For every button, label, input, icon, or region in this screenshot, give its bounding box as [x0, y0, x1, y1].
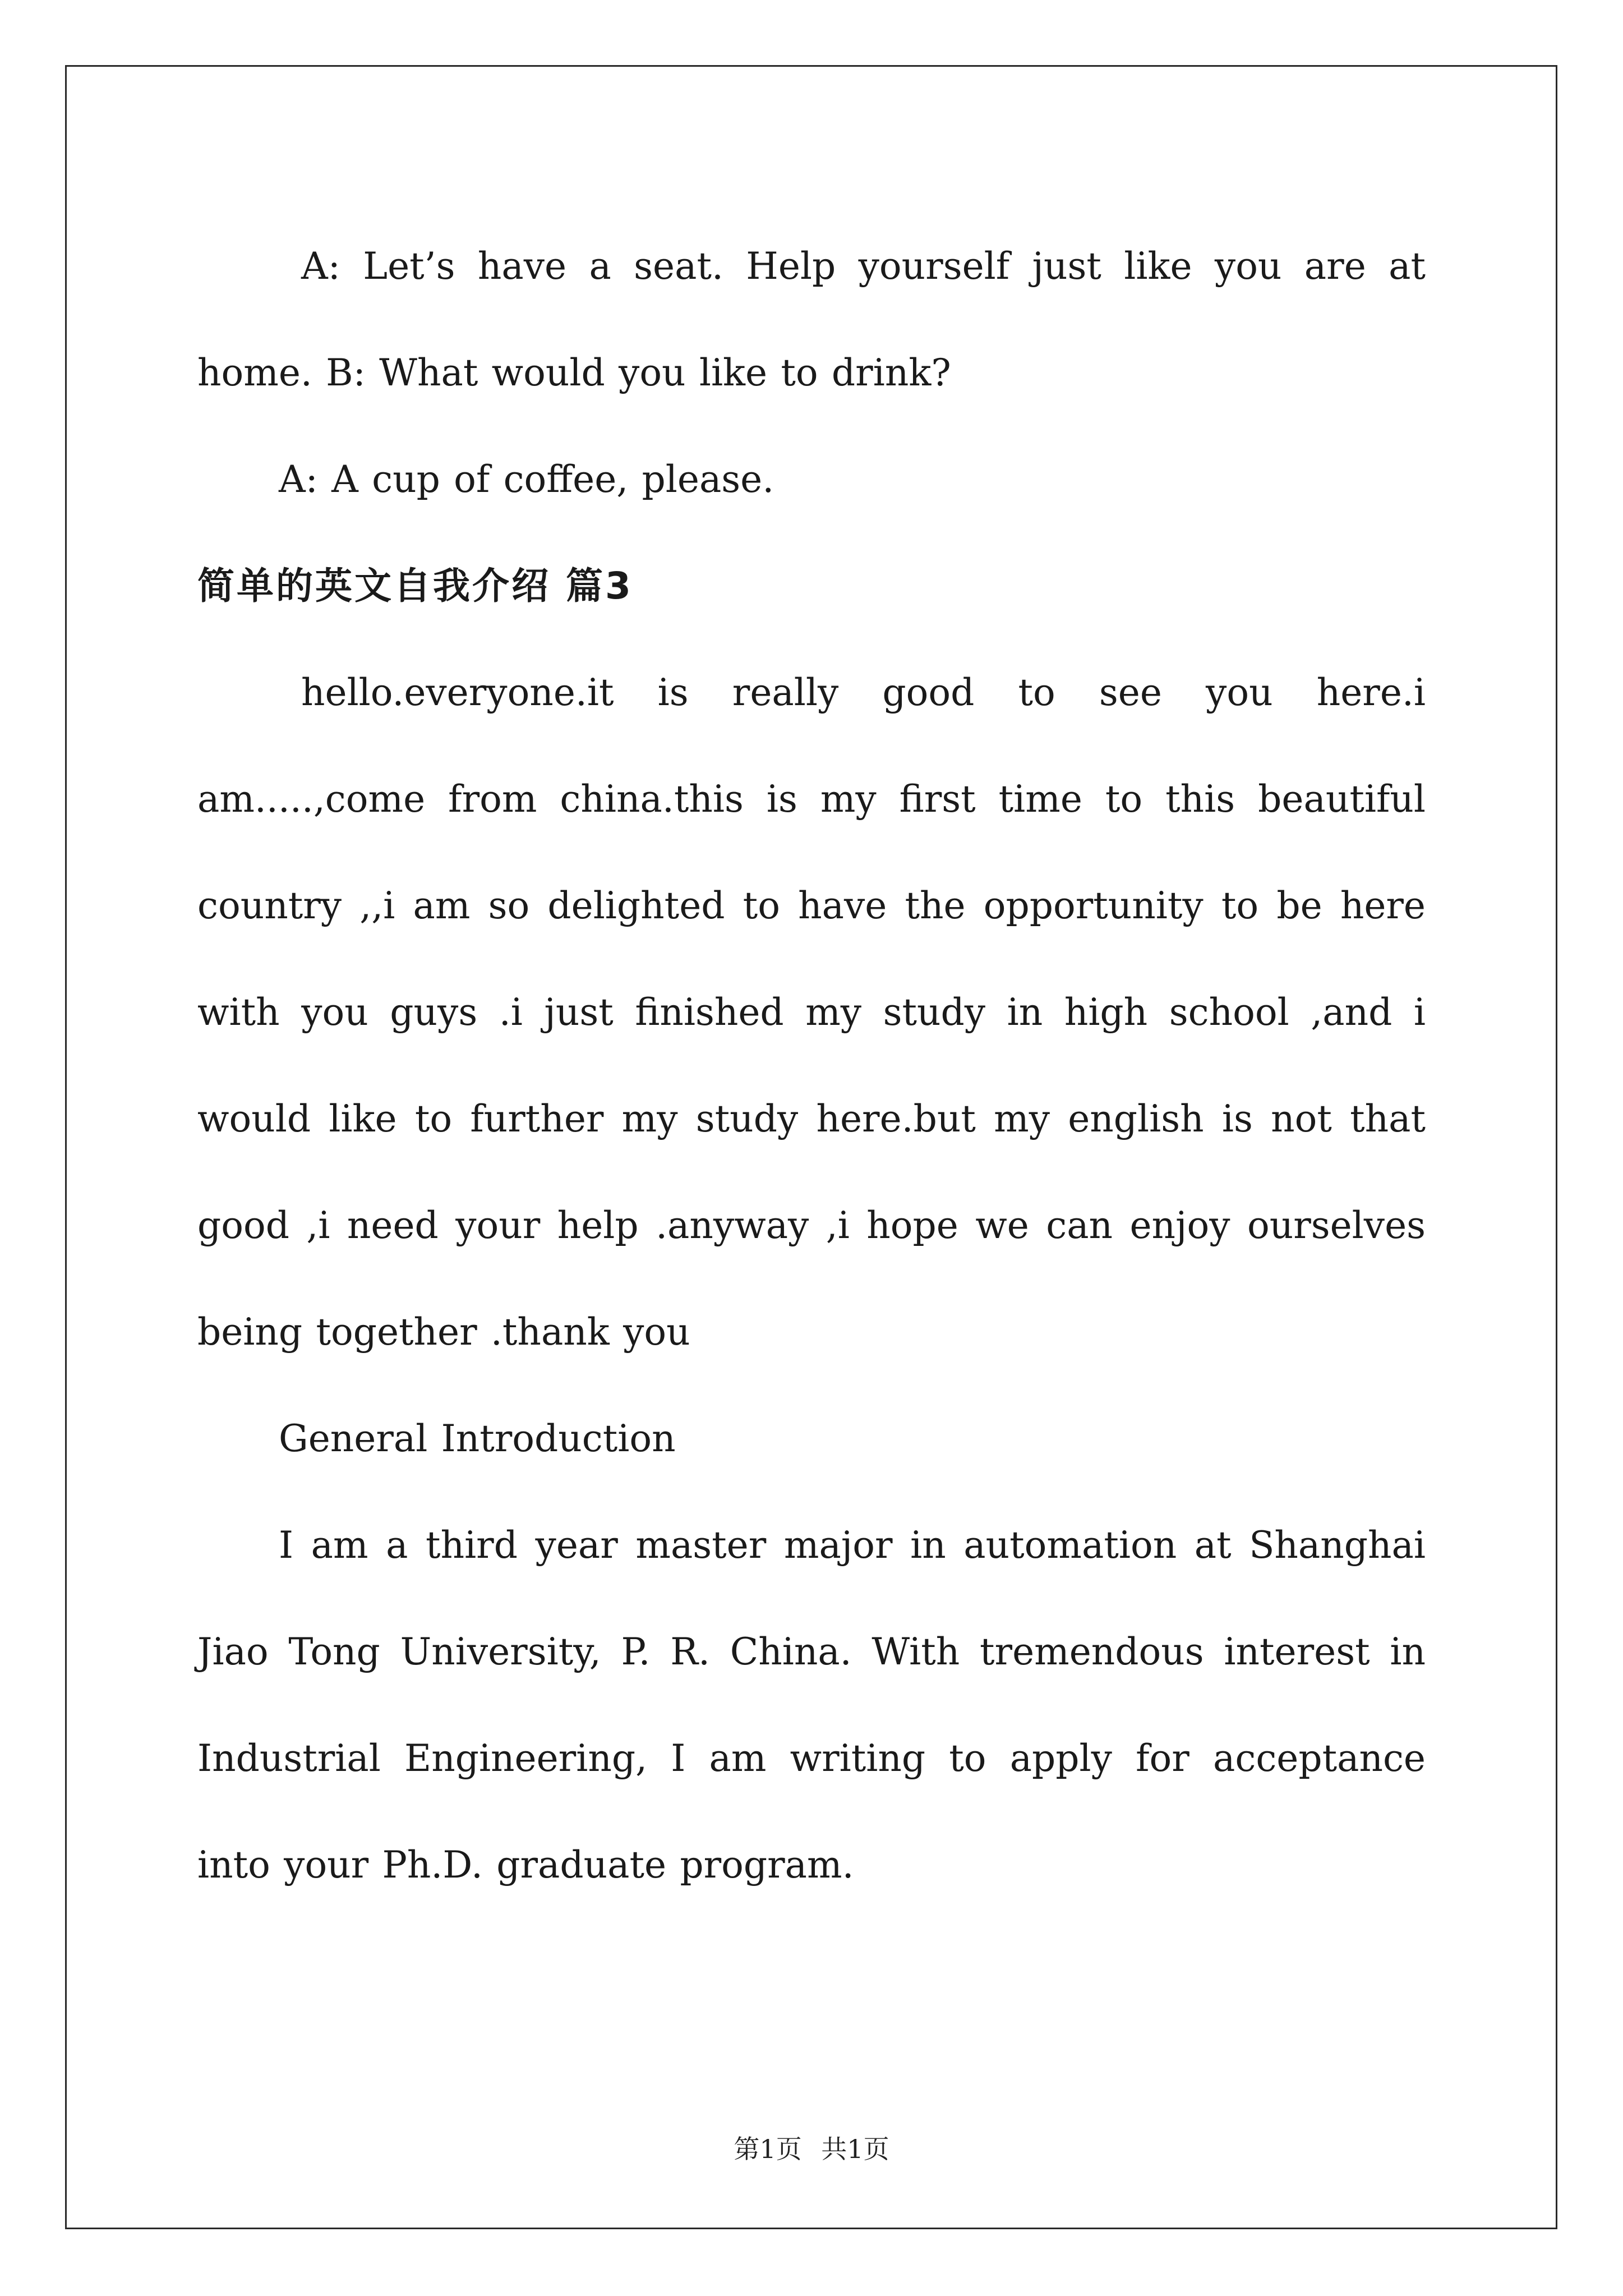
document-body — [197, 213, 1426, 1918]
dialogue-paragraph-2: A: A cup of coffee, please. — [279, 458, 774, 501]
general-introduction-paragraph: I am a third year master major in automation at Shanghai Jiao Tong University, P. R. China. With tremendous interest in Industrial Engineering, I am writing to apply for acceptance into your Ph.D. graduate program. — [197, 1524, 1426, 1887]
section-heading: 简单的英文自我介绍 篇3 — [197, 564, 633, 608]
dialogue-paragraph-1: A: Let’s have a seat. Help yourself just like you are at home. B: What would you like to drink? — [197, 245, 1426, 394]
self-intro-paragraph: hello.everyone.it is really good to see you here.i am.....,come from china.this is my first time to this beautiful country ,,i am so delighted to have the opportunity to be here with you guys .i just finished my study in high school ,and i would like to further my study here.but my english is not that good ,i need your help .anyway ,i hope we can enjoy ourselves being together .thank you — [197, 671, 1426, 1354]
general-introduction-title: General Introduction — [279, 1417, 676, 1460]
page-footer: 第1页 共1页 — [734, 2134, 889, 2164]
